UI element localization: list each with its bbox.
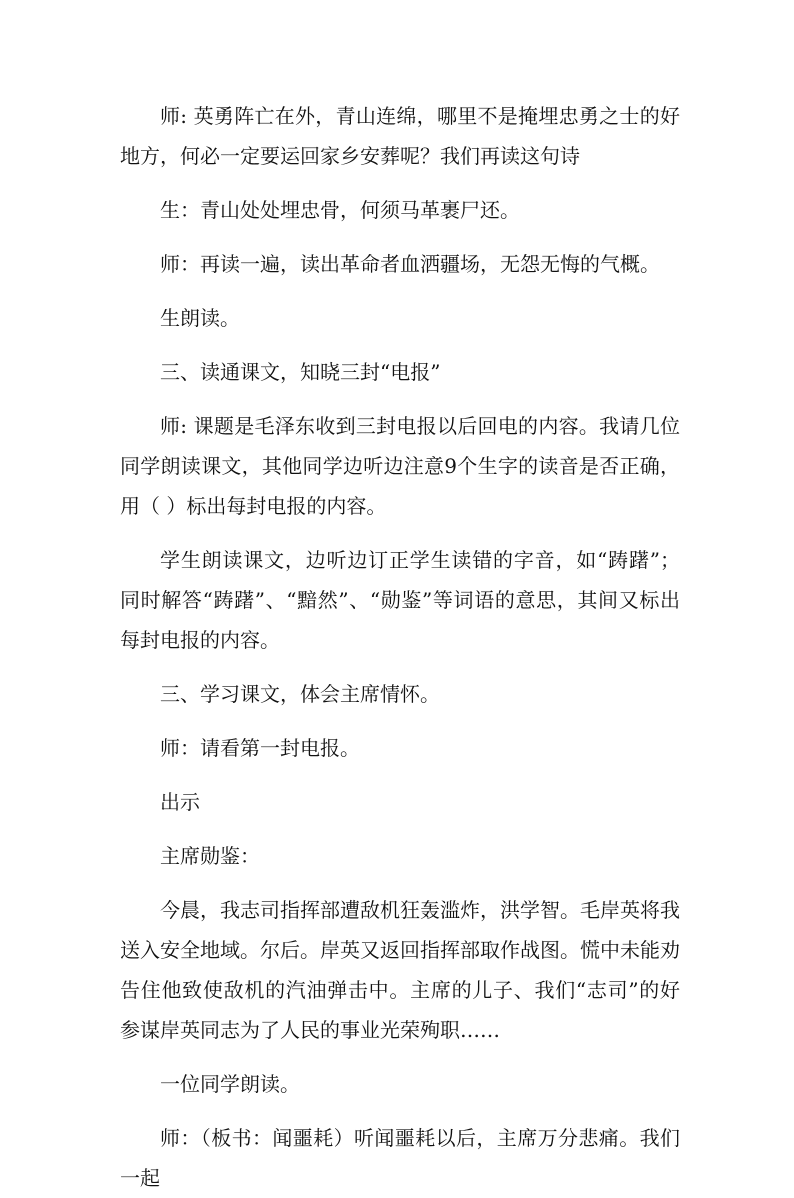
telegram-body: 今晨，我志司指挥部遭敌机狂轰滥炸，洪学智。毛岸英将我送入安全地域。尔后。岸英又返回指挥部取作战图。慌中未能劝告住他致使敌机的汽油弹击中。主席的儿子、我们“志司”的好参谋岸英同志为了人民的事业光荣殉职……	[120, 898, 680, 1042]
document-body	[120, 96, 680, 1198]
section-heading: 三、学习课文，体会主席情怀。	[160, 682, 440, 706]
section-heading: 三、读通课文，知晓三封“电报”	[160, 360, 441, 384]
paragraph: 师：再读一遍，读出革命者血洒疆场，无怨无悔的气概。	[160, 252, 660, 276]
paragraph: 出示	[160, 790, 200, 814]
paragraph: 师: 课题是毛泽东收到三封电报以后回电的内容。我请几位同学朗读课文，其他同学边听边注意9个生字的读音是否正确，用（ ）标出每封电报的内容。	[120, 414, 680, 518]
paragraph: 生朗读。	[160, 306, 240, 330]
paragraph: 一位同学朗读。	[160, 1072, 300, 1096]
paragraph: 师: 英勇阵亡在外，青山连绵，哪里不是掩埋忠勇之士的好地方，何必一定要运回家乡安葬呢？我们再读这句诗	[120, 104, 680, 168]
paragraph: 生：青山处处埋忠骨，何须马革裹尸还。	[160, 198, 520, 222]
paragraph: 学生朗读课文，边听边订正学生读错的字音，如“踌躇”；同时解答“踌躇”、“黯然”、“勋鉴”等词语的意思，其间又标出每封电报的内容。	[120, 548, 680, 652]
paragraph: 师：（板书：闻噩耗）听闻噩耗以后，主席万分悲痛。我们一起	[120, 1126, 680, 1190]
paragraph: 师：请看第一封电报。	[160, 736, 360, 760]
telegram-salutation: 主席勋鉴：	[160, 844, 260, 868]
